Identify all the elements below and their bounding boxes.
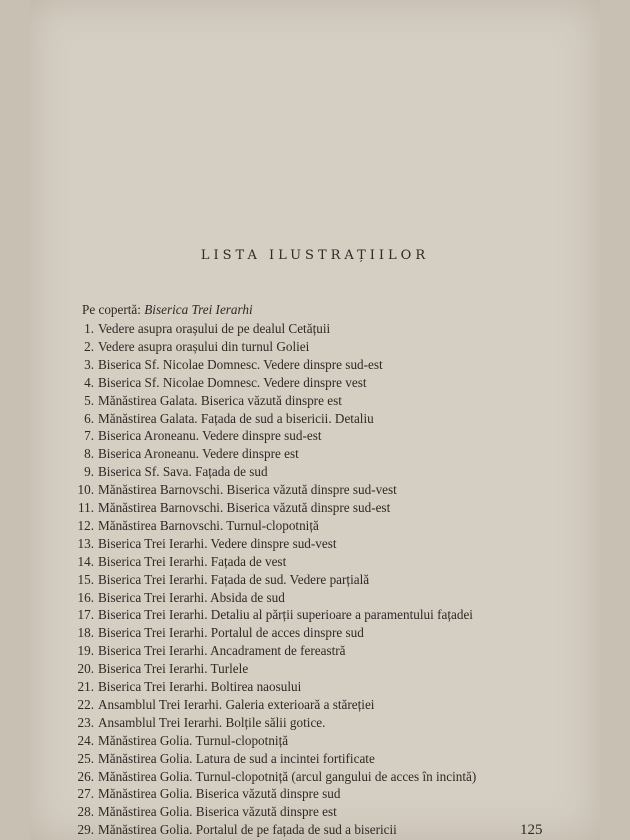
item-text: Biserica Sf. Nicolae Domnesc. Vedere dinspre vest [98, 374, 367, 390]
item-text: Biserica Trei Ierarhi. Vedere dinspre sud-vest [98, 535, 337, 551]
item-number: 14. [77, 553, 94, 569]
item-number: 12. [77, 517, 94, 533]
list-item [0, 642, 630, 660]
item-text: Mănăstirea Barnovschi. Turnul-clopotniță [98, 517, 319, 533]
item-number: 19. [77, 643, 94, 659]
list-item [0, 768, 630, 786]
item-number: 4. [84, 374, 94, 390]
item-text: Biserica Trei Ierarhi. Detaliu al părții superioare a paramentului fațadei [98, 607, 473, 623]
list-item [0, 732, 630, 750]
cover-line [82, 302, 253, 318]
item-number: 27. [77, 786, 94, 802]
list-item [0, 750, 630, 768]
list-item [0, 606, 630, 624]
item-text: Biserica Trei Ierarhi. Absida de sud [98, 589, 285, 605]
item-number: 6. [84, 410, 94, 426]
list-item [0, 410, 630, 428]
item-text: Biserica Aroneanu. Vedere dinspre sud-est [98, 428, 322, 444]
item-number: 22. [77, 696, 94, 712]
list-item [0, 696, 630, 714]
item-text: Biserica Trei Ierarhi. Fațada de vest [98, 553, 287, 569]
item-text: Mănăstirea Golia. Latura de sud a incintei fortificate [98, 750, 375, 766]
item-text: Mănăstirea Barnovschi. Biserica văzută dinspre sud-est [98, 500, 391, 515]
cover-value: Biserica Trei Ierarhi [144, 302, 253, 317]
item-number: 17. [77, 607, 94, 623]
item-text: Mănăstirea Golia. Turnul-clopotniță [98, 732, 289, 748]
item-number: 24. [77, 732, 94, 748]
item-number: 7. [84, 428, 94, 444]
item-text: Mănăstirea Golia. Biserica văzută dinspre sud [98, 786, 341, 802]
list-item [0, 356, 630, 374]
list-item [0, 553, 630, 571]
item-text: Biserica Trei Ierarhi. Boltirea naosului [98, 679, 302, 694]
item-number: 3. [84, 356, 94, 372]
page-number: 125 [520, 822, 543, 838]
list-item [0, 517, 630, 535]
item-text: Biserica Trei Ierarhi. Turlele [98, 661, 249, 677]
list-item [0, 463, 630, 481]
list-item [0, 803, 630, 821]
item-text: Mănăstirea Golia. Turnul-clopotniță (arcul gangului de acces în incintă) [98, 768, 477, 784]
item-number: 15. [77, 571, 94, 587]
item-number: 1. [84, 321, 94, 336]
list-item [0, 714, 630, 732]
list-item [0, 499, 630, 517]
list-item [0, 374, 630, 392]
item-text: Mănăstirea Golia. Portalul de pe fațada de sud a bisericii [98, 822, 397, 838]
item-number: 21. [77, 679, 94, 694]
item-text: Mănăstirea Barnovschi. Biserica văzută dinspre sud-vest [98, 482, 397, 498]
item-number: 29. [77, 822, 94, 838]
item-number: 18. [77, 625, 94, 641]
list-item [0, 320, 630, 338]
item-number: 28. [77, 804, 94, 820]
item-text: Biserica Sf. Sava. Fațada de sud [98, 464, 268, 480]
item-number: 9. [84, 464, 94, 480]
item-number: 8. [84, 446, 94, 462]
item-text: Ansamblul Trei Ierarhi. Bolțile sălii gotice. [98, 714, 326, 730]
item-number: 25. [77, 750, 94, 766]
item-text: Vedere asupra orașului din turnul Goliei [98, 338, 310, 354]
list-item [0, 624, 630, 642]
page-title: LISTA ILUSTRAȚIILOR [200, 248, 430, 263]
list-item [0, 785, 630, 803]
list-item [0, 338, 630, 356]
cover-label: Pe copertă: [82, 302, 141, 317]
list-item [0, 392, 630, 410]
item-number: 16. [77, 589, 94, 605]
item-text: Biserica Trei Ierarhi. Ancadrament de fereastră [98, 643, 346, 659]
item-text: Mănăstirea Galata. Fațada de sud a bisericii. Detaliu [98, 410, 374, 426]
item-text: Mănăstirea Golia. Biserica văzută dinspre est [98, 804, 337, 820]
list-item [0, 589, 630, 607]
item-number: 20. [77, 661, 94, 677]
item-text: Biserica Sf. Nicolae Domnesc. Vedere dinspre sud-est [98, 356, 383, 372]
list-item [0, 535, 630, 553]
item-text: Biserica Trei Ierarhi. Portalul de acces dinspre sud [98, 625, 364, 641]
item-number: 5. [84, 392, 94, 408]
list-item [0, 678, 630, 696]
item-number: 2. [84, 338, 94, 354]
item-text: Vedere asupra orașului de pe dealul Cetățuii [98, 321, 331, 336]
list-item [0, 481, 630, 499]
item-text: Ansamblul Trei Ierarhi. Galeria exterioară a stăreției [98, 696, 375, 712]
item-text: Mănăstirea Galata. Biserica văzută dinspre est [98, 392, 342, 408]
list-item [0, 427, 630, 445]
item-text: Biserica Trei Ierarhi. Fațada de sud. Vedere parțială [98, 571, 370, 587]
item-number: 10. [77, 482, 94, 498]
item-number: 26. [77, 768, 94, 784]
item-text: Biserica Aroneanu. Vedere dinspre est [98, 446, 299, 462]
item-number: 13. [77, 535, 94, 551]
list-item [0, 445, 630, 463]
list-item [0, 660, 630, 678]
item-number: 11. [78, 500, 94, 515]
list-item [0, 571, 630, 589]
item-number: 23. [77, 714, 94, 730]
